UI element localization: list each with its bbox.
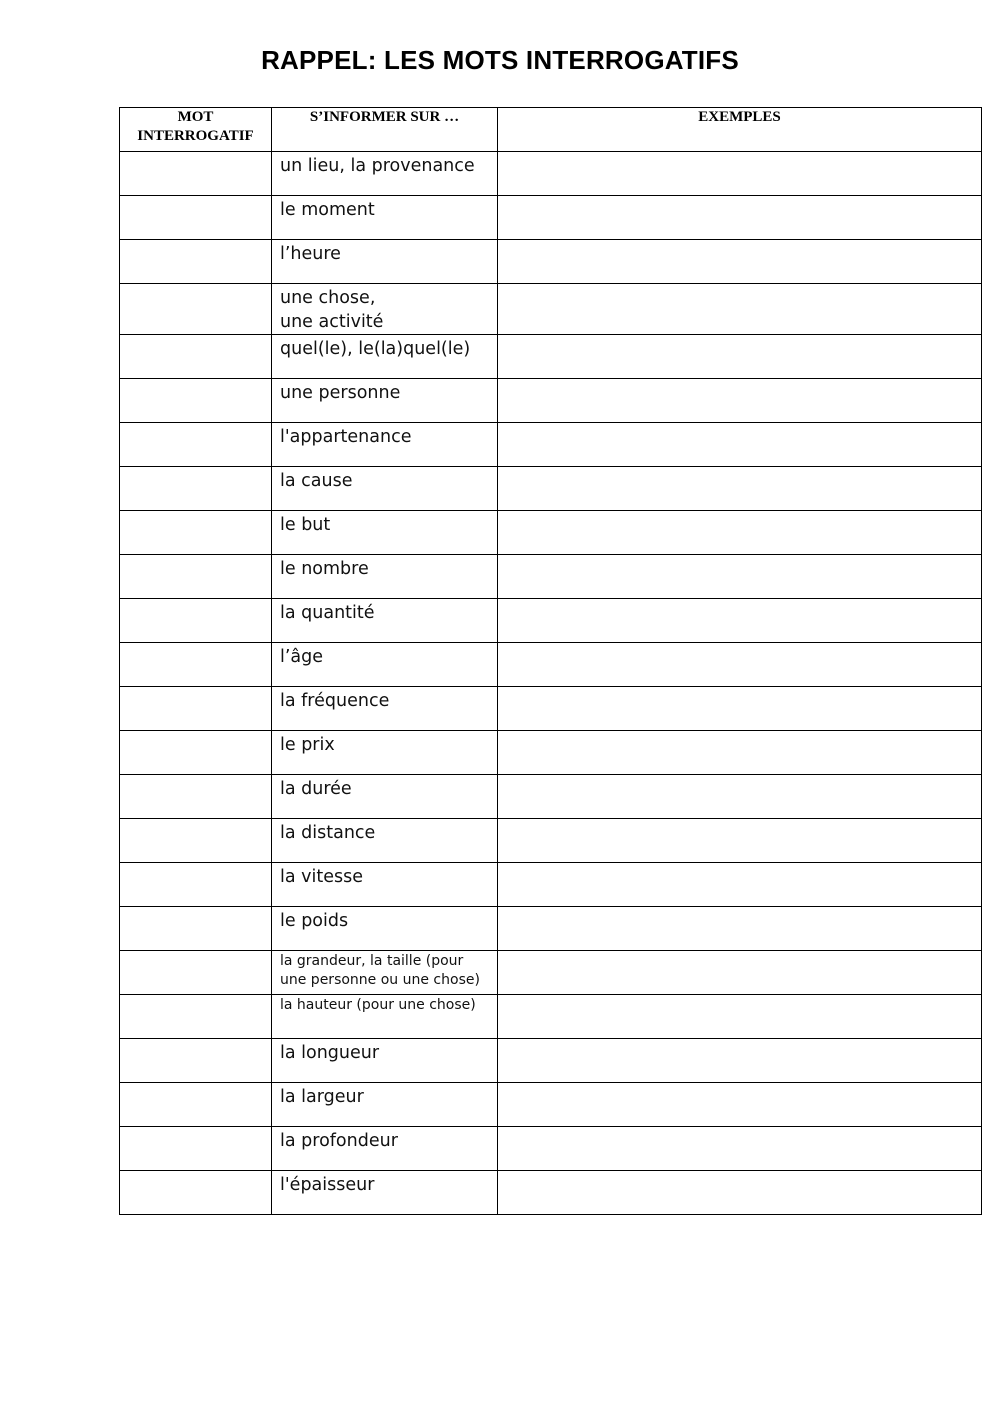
table-row (120, 687, 982, 731)
mot-cell[interactable] (120, 152, 272, 196)
table-row (120, 599, 982, 643)
topic-cell (272, 775, 498, 819)
topic-cell (272, 951, 498, 995)
topic-cell (272, 555, 498, 599)
topic-cell (272, 863, 498, 907)
mot-cell[interactable] (120, 775, 272, 819)
table-row (120, 643, 982, 687)
topic-cell (272, 284, 498, 335)
mot-cell[interactable] (120, 379, 272, 423)
exemples-cell[interactable] (498, 951, 982, 995)
mot-cell[interactable] (120, 819, 272, 863)
table-row (120, 731, 982, 775)
table-row (120, 1083, 982, 1127)
topic-text: la profondeur (280, 1131, 398, 1151)
mot-cell[interactable] (120, 951, 272, 995)
topic-cell (272, 152, 498, 196)
table-row (120, 379, 982, 423)
mot-cell[interactable] (120, 1083, 272, 1127)
mot-cell[interactable] (120, 599, 272, 643)
table-row (120, 995, 982, 1039)
topic-cell (272, 1039, 498, 1083)
table-row (120, 511, 982, 555)
mot-cell[interactable] (120, 423, 272, 467)
table-row (120, 284, 982, 335)
mot-cell[interactable] (120, 240, 272, 284)
topic-text: la longueur (280, 1043, 380, 1063)
mot-cell[interactable] (120, 284, 272, 335)
topic-text: la fréquence (280, 691, 390, 711)
table-row (120, 152, 982, 196)
mot-cell[interactable] (120, 863, 272, 907)
topic-text: la cause (280, 471, 353, 491)
topic-cell (272, 467, 498, 511)
table-row (120, 196, 982, 240)
topic-cell (272, 907, 498, 951)
exemples-cell[interactable] (498, 995, 982, 1039)
table-row (120, 951, 982, 995)
topic-text: la vitesse (280, 867, 363, 887)
mot-cell[interactable] (120, 995, 272, 1039)
exemples-cell[interactable] (498, 599, 982, 643)
topic-text: le prix (280, 735, 335, 755)
topic-text: le but (280, 515, 331, 535)
topic-text: la hauteur (pour une chose) (280, 997, 476, 1013)
exemples-cell[interactable] (498, 511, 982, 555)
topic-text: la quantité (280, 603, 375, 623)
topic-text: l’heure (280, 244, 341, 264)
mot-cell[interactable] (120, 555, 272, 599)
table-row (120, 907, 982, 951)
mot-cell[interactable] (120, 1127, 272, 1171)
mot-cell[interactable] (120, 1039, 272, 1083)
exemples-cell[interactable] (498, 467, 982, 511)
topic-text: l’âge (280, 647, 324, 667)
topic-text: la durée (280, 779, 352, 799)
header-s-informer-sur: S’INFORMER SUR … (272, 108, 498, 152)
mot-cell[interactable] (120, 335, 272, 379)
exemples-cell[interactable] (498, 731, 982, 775)
topic-text: quel(le), le(la)quel(le) (280, 339, 471, 359)
mot-cell[interactable] (120, 467, 272, 511)
topic-text: la largeur (280, 1087, 364, 1107)
topic-text: un lieu, la provenance (280, 156, 475, 176)
topic-cell (272, 687, 498, 731)
table-row (120, 555, 982, 599)
topic-cell (272, 379, 498, 423)
mot-cell[interactable] (120, 196, 272, 240)
exemples-cell[interactable] (498, 1127, 982, 1171)
page-title: RAPPEL: LES MOTS INTERROGATIFS (261, 45, 739, 75)
topic-cell (272, 819, 498, 863)
table-header-row (120, 108, 982, 152)
header-exemples: EXEMPLES (498, 108, 982, 152)
topic-cell (272, 643, 498, 687)
table-row (120, 467, 982, 511)
topic-cell (272, 599, 498, 643)
topic-text: une personne (280, 383, 401, 403)
topic-cell (272, 1127, 498, 1171)
exemples-cell[interactable] (498, 1083, 982, 1127)
header-mot-interrogatif: MOT INTERROGATIF (120, 108, 272, 152)
topic-text: une chose, une activité (280, 288, 384, 332)
mot-cell[interactable] (120, 687, 272, 731)
exemples-cell[interactable] (498, 863, 982, 907)
table-row (120, 240, 982, 284)
table-row (120, 863, 982, 907)
exemples-cell[interactable] (498, 240, 982, 284)
topic-text: l'épaisseur (280, 1175, 375, 1195)
topic-text: l'appartenance (280, 427, 412, 447)
mot-cell[interactable] (120, 1171, 272, 1215)
exemples-cell[interactable] (498, 423, 982, 467)
table-row (120, 1171, 982, 1215)
topic-text: le poids (280, 911, 349, 931)
exemples-cell[interactable] (498, 555, 982, 599)
topic-cell (272, 1171, 498, 1215)
exemples-cell[interactable] (498, 152, 982, 196)
exemples-cell[interactable] (498, 1039, 982, 1083)
topic-cell (272, 335, 498, 379)
topic-text: le moment (280, 200, 375, 220)
exemples-cell[interactable] (498, 643, 982, 687)
table-row (120, 335, 982, 379)
topic-text: la distance (280, 823, 376, 843)
exemples-cell[interactable] (498, 819, 982, 863)
mot-cell[interactable] (120, 907, 272, 951)
exemples-cell[interactable] (498, 687, 982, 731)
topic-cell (272, 240, 498, 284)
mot-cell[interactable] (120, 643, 272, 687)
table-row (120, 819, 982, 863)
exemples-cell[interactable] (498, 335, 982, 379)
topic-cell (272, 511, 498, 555)
mot-cell[interactable] (120, 731, 272, 775)
table-row (120, 1039, 982, 1083)
mot-cell[interactable] (120, 511, 272, 555)
exemples-cell[interactable] (498, 907, 982, 951)
topic-cell (272, 731, 498, 775)
topic-text: le nombre (280, 559, 369, 579)
question-words-table (119, 107, 982, 1215)
topic-text: la grandeur, la taille (pour une personne ou une chose) (280, 953, 480, 988)
exemples-cell[interactable] (498, 284, 982, 335)
table-row (120, 423, 982, 467)
topic-cell (272, 995, 498, 1039)
exemples-cell[interactable] (498, 775, 982, 819)
exemples-cell[interactable] (498, 1171, 982, 1215)
table-row (120, 1127, 982, 1171)
topic-cell (272, 1083, 498, 1127)
exemples-cell[interactable] (498, 379, 982, 423)
exemples-cell[interactable] (498, 196, 982, 240)
topic-cell (272, 423, 498, 467)
table-row (120, 775, 982, 819)
topic-cell (272, 196, 498, 240)
